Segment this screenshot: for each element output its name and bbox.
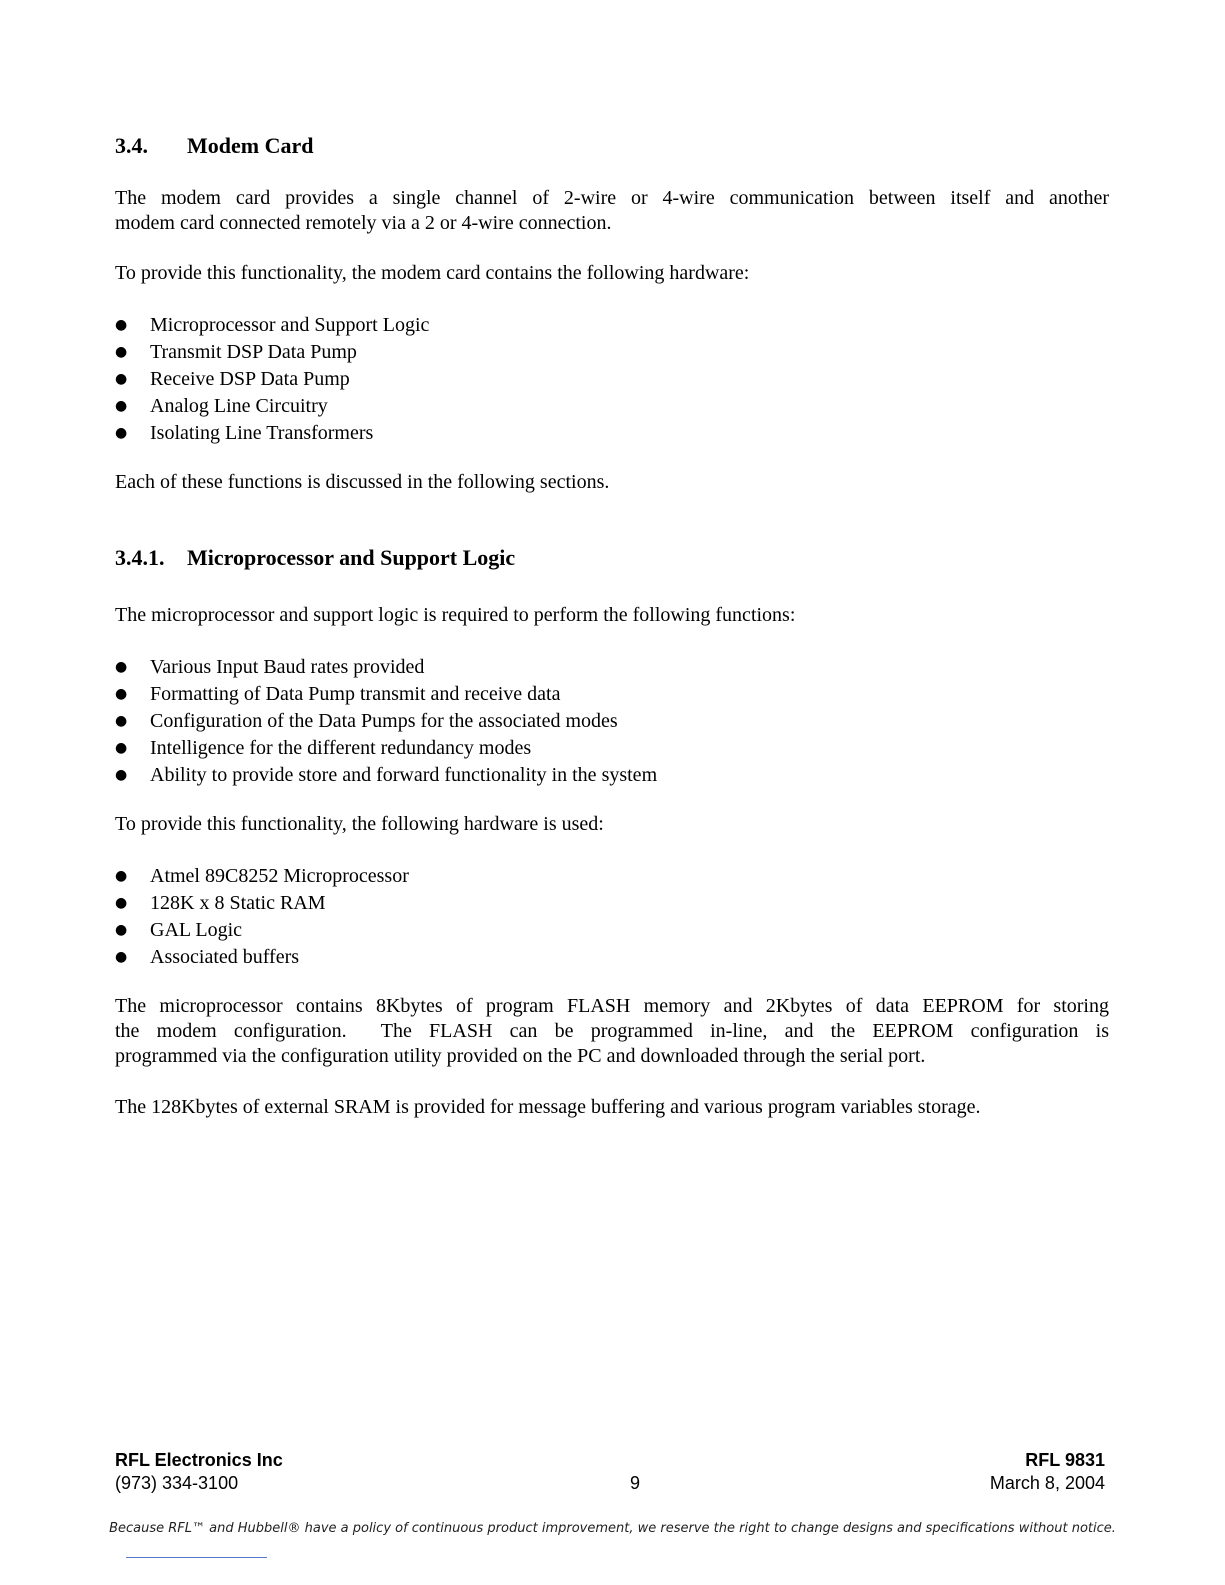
list-item-text: Associated buffers — [150, 946, 300, 968]
bullet-icon: ● — [115, 425, 128, 441]
footer-date: March 8, 2004 — [989, 1473, 1105, 1493]
footer-row-1 — [115, 1449, 1105, 1471]
subsection-heading — [115, 545, 515, 571]
list-item — [115, 944, 409, 971]
bullet-icon: ● — [115, 868, 128, 884]
section-outro: Each of these functions is discussed in the following sections. — [115, 471, 610, 493]
list-item-text: Configuration of the Data Pumps for the associated modes — [150, 710, 618, 732]
footer-company: RFL Electronics Inc — [115, 1450, 283, 1470]
memory-paragraph-line: the modem configuration. The FLASH can be programmed in-line, and the EEPROM configuration is — [115, 1020, 1109, 1042]
bullet-icon: ● — [115, 659, 128, 675]
footer-doc-id: RFL 9831 — [1025, 1450, 1105, 1470]
document-page — [115, 0, 1109, 1585]
list-item — [115, 890, 409, 917]
list-item-text: Isolating Line Transformers — [150, 422, 374, 444]
hardware-list — [115, 312, 429, 447]
bullet-icon: ● — [115, 895, 128, 911]
footer-divider — [126, 1557, 267, 1558]
list-item — [115, 735, 657, 762]
subsection-number: 3.4.1. — [115, 545, 165, 570]
section-intro-line: The modem card provides a single channel of 2-wire or 4-wire communication between itself and another — [115, 187, 1109, 209]
list-item — [115, 312, 429, 339]
section-title: Modem Card — [187, 133, 314, 158]
list-item — [115, 762, 657, 789]
list-item — [115, 708, 657, 735]
bullet-icon: ● — [115, 922, 128, 938]
section-intro-line: modem card connected remotely via a 2 or 4-wire connection. — [115, 212, 612, 234]
list-item-text: Formatting of Data Pump transmit and receive data — [150, 683, 561, 705]
memory-paragraph-line: programmed via the configuration utility provided on the PC and downloaded through the serial port. — [115, 1045, 926, 1067]
bullet-icon: ● — [115, 713, 128, 729]
list-item-text: Ability to provide store and forward functionality in the system — [150, 764, 658, 786]
bullet-icon: ● — [115, 686, 128, 702]
footer-row-2 — [115, 1472, 1105, 1494]
list-item-text: Receive DSP Data Pump — [150, 368, 350, 390]
section-heading — [115, 133, 313, 159]
sram-paragraph: The 128Kbytes of external SRAM is provided for message buffering and various program variables storage. — [115, 1096, 981, 1118]
list-item — [115, 393, 429, 420]
bullet-icon: ● — [115, 398, 128, 414]
section-intro — [115, 186, 1109, 236]
list-item — [115, 420, 429, 447]
hardware-lead: To provide this functionality, the modem card contains the following hardware: — [115, 262, 750, 284]
list-item — [115, 366, 429, 393]
bullet-icon: ● — [115, 740, 128, 756]
bullet-icon: ● — [115, 949, 128, 965]
list-item-text: Transmit DSP Data Pump — [150, 341, 357, 363]
sub-hardware-list — [115, 863, 409, 971]
section-number: 3.4. — [115, 133, 148, 158]
list-item-text: 128K x 8 Static RAM — [150, 892, 326, 914]
memory-paragraph — [115, 994, 1109, 1069]
list-item — [115, 863, 409, 890]
sub-hardware-lead: To provide this functionality, the following hardware is used: — [115, 813, 604, 835]
functions-lead: The microprocessor and support logic is required to perform the following functions: — [115, 604, 796, 626]
list-item-text: Intelligence for the different redundancy modes — [150, 737, 532, 759]
functions-list — [115, 654, 657, 789]
list-item — [115, 917, 409, 944]
footer-page-number: 9 — [629, 1473, 640, 1493]
disclaimer: Because RFL™ and Hubbell® have a policy of continuous product improvement, we reserve the right to change designs and specifications without notice. — [109, 1521, 1116, 1536]
subsection-title: Microprocessor and Support Logic — [187, 545, 516, 570]
bullet-icon: ● — [115, 344, 128, 360]
list-item-text: Microprocessor and Support Logic — [150, 314, 430, 336]
footer-phone: (973) 334-3100 — [115, 1473, 239, 1493]
memory-paragraph-line: The microprocessor contains 8Kbytes of program FLASH memory and 2Kbytes of data EEPROM for storing — [115, 995, 1109, 1017]
bullet-icon: ● — [115, 317, 128, 333]
list-item-text: Various Input Baud rates provided — [150, 656, 425, 678]
list-item — [115, 681, 657, 708]
list-item-text: Atmel 89C8252 Microprocessor — [150, 865, 409, 887]
list-item-text: Analog Line Circuitry — [150, 395, 328, 417]
list-item — [115, 339, 429, 366]
list-item-text: GAL Logic — [150, 919, 243, 941]
list-item — [115, 654, 657, 681]
bullet-icon: ● — [115, 767, 128, 783]
bullet-icon: ● — [115, 371, 128, 387]
